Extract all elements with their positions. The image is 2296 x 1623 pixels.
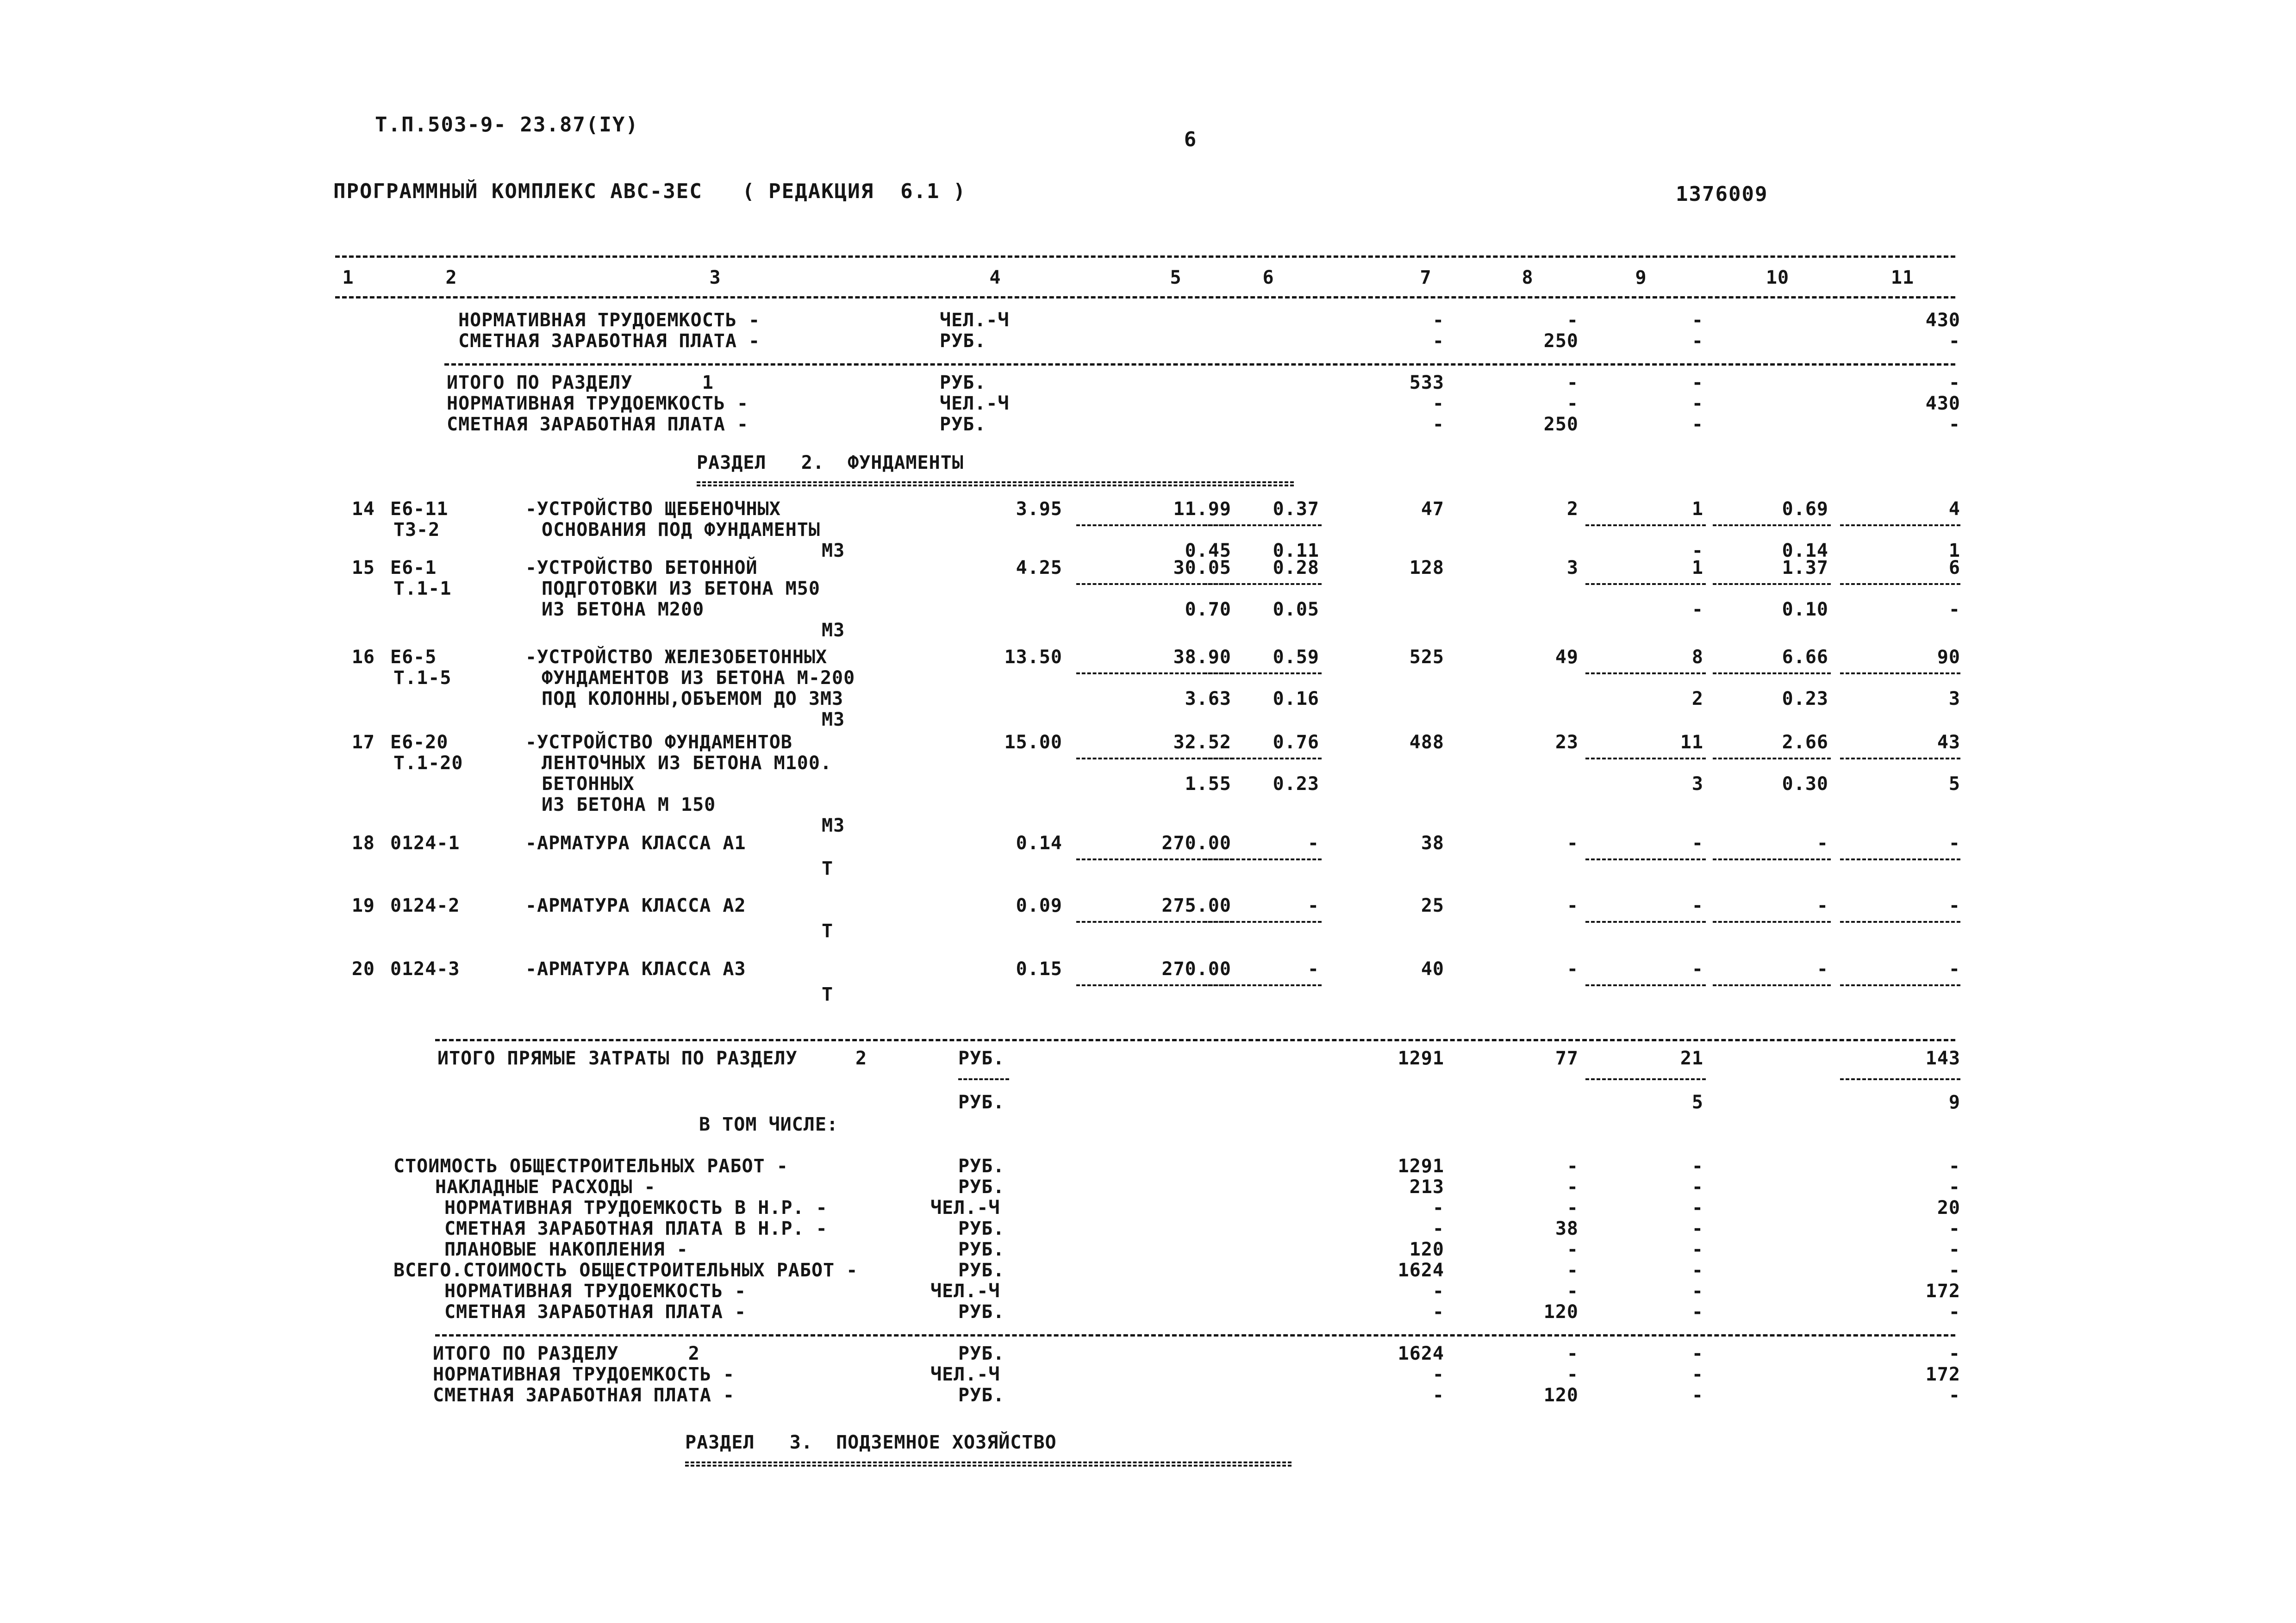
tail-row-col8: 250 bbox=[1543, 330, 1578, 352]
item-unit-wage: 0.76 bbox=[1273, 732, 1319, 753]
direct-total-unit-underline bbox=[958, 1078, 1009, 1080]
breakdown-col8: - bbox=[1566, 1281, 1578, 1302]
breakdown-label: НОРМАТИВНАЯ ТРУДОЕМКОСТЬ - bbox=[444, 1281, 747, 1302]
item-unit-wage: 0.59 bbox=[1273, 647, 1319, 668]
item-col10: 2.66 bbox=[1782, 732, 1828, 753]
section2-total-col9: - bbox=[1691, 1385, 1703, 1406]
item-c9-second-line: - bbox=[1691, 599, 1703, 620]
section2-total-col9: - bbox=[1691, 1343, 1703, 1364]
item-unit-cost: 270.00 bbox=[1161, 833, 1231, 854]
section2-total-col8: - bbox=[1566, 1364, 1578, 1385]
breakdown-col11: - bbox=[1948, 1301, 1960, 1323]
item-total-wage: - bbox=[1566, 895, 1578, 916]
section2-total-col8: - bbox=[1566, 1343, 1578, 1364]
item-col6-underline bbox=[1204, 583, 1322, 585]
tail-row-col7: - bbox=[1432, 330, 1444, 352]
item-col10: - bbox=[1816, 895, 1828, 916]
breakdown-unit: РУБ. bbox=[958, 1239, 1005, 1260]
item-name-line: -УСТРОЙСТВО ФУНДАМЕНТОВ bbox=[525, 732, 792, 753]
section1-total-rule bbox=[444, 363, 1955, 366]
item-col10-underline bbox=[1713, 583, 1831, 585]
item-col9-underline bbox=[1585, 858, 1706, 860]
item-quantity: 3.95 bbox=[1016, 498, 1062, 520]
item-total-cost: 128 bbox=[1409, 557, 1444, 578]
section2-total-col7: - bbox=[1432, 1364, 1444, 1385]
section2-total-rule bbox=[435, 1334, 1955, 1337]
breakdown-col9: - bbox=[1691, 1281, 1703, 1302]
breakdown-col11: - bbox=[1948, 1239, 1960, 1260]
direct-total-col8: 77 bbox=[1555, 1048, 1578, 1069]
breakdown-label: НОРМАТИВНАЯ ТРУДОЕМКОСТЬ В Н.Р. - bbox=[444, 1197, 828, 1219]
breakdown-col11: - bbox=[1948, 1218, 1960, 1239]
item-name-line: -УСТРОЙСТВО БЕТОННОЙ bbox=[525, 557, 758, 578]
item-name-line: -АРМАТУРА КЛАССА А1 bbox=[525, 833, 746, 854]
section2-total-unit: РУБ. bbox=[958, 1385, 1005, 1406]
item-unit: М3 bbox=[822, 540, 845, 561]
item-number: 20 bbox=[351, 958, 375, 980]
direct-total-col9-second: 5 bbox=[1691, 1092, 1703, 1113]
section2-title-underline bbox=[697, 481, 1294, 486]
item-c10-second-line: 0.23 bbox=[1782, 688, 1828, 709]
column-header-2: 2 bbox=[445, 267, 457, 288]
breakdown-col9: - bbox=[1691, 1156, 1703, 1177]
item-c10-second-line: 0.30 bbox=[1782, 773, 1828, 795]
breakdown-label: НАКЛАДНЫЕ РАСХОДЫ - bbox=[435, 1176, 656, 1198]
item-col11-underline bbox=[1840, 984, 1960, 986]
item-col11: 6 bbox=[1948, 557, 1960, 578]
item-name-line: ИЗ БЕТОНА М200 bbox=[542, 599, 705, 620]
column-header-5: 5 bbox=[1170, 267, 1182, 288]
item-col11-underline bbox=[1840, 921, 1960, 923]
item-col9: - bbox=[1691, 833, 1703, 854]
breakdown-col9: - bbox=[1691, 1301, 1703, 1323]
item-col6-underline bbox=[1204, 524, 1322, 526]
column-header-7: 7 bbox=[1420, 267, 1432, 288]
item-col10-underline bbox=[1713, 758, 1831, 759]
item-number: 18 bbox=[351, 833, 375, 854]
item-col10-underline bbox=[1713, 524, 1831, 526]
breakdown-col8: - bbox=[1566, 1197, 1578, 1219]
item-number: 16 bbox=[351, 647, 375, 668]
item-name-line: ПОДГОТОВКИ ИЗ БЕТОНА М50 bbox=[542, 578, 820, 599]
breakdown-col9: - bbox=[1691, 1260, 1703, 1281]
direct-total-unit: РУБ. bbox=[958, 1048, 1005, 1069]
breakdown-col7: - bbox=[1432, 1218, 1444, 1239]
item-c9-second-line: - bbox=[1691, 540, 1703, 561]
breakdown-unit: РУБ. bbox=[958, 1260, 1005, 1281]
item-col11-underline bbox=[1840, 758, 1960, 759]
column-header-8: 8 bbox=[1522, 267, 1534, 288]
document-id: 1376009 bbox=[1676, 182, 1768, 206]
item-quantity: 0.15 bbox=[1016, 958, 1062, 980]
item-col6-underline bbox=[1204, 921, 1322, 923]
breakdown-col11: - bbox=[1948, 1156, 1960, 1177]
item-unit-cost: 270.00 bbox=[1161, 958, 1231, 980]
item-col11: 43 bbox=[1937, 732, 1960, 753]
direct-total-col11: 143 bbox=[1925, 1048, 1960, 1069]
item-col10-underline bbox=[1713, 921, 1831, 923]
item-quantity: 0.09 bbox=[1016, 895, 1062, 916]
item-unit-cost: 32.52 bbox=[1173, 732, 1231, 753]
breakdown-col7: 1291 bbox=[1398, 1156, 1444, 1177]
item-col9-underline bbox=[1585, 758, 1706, 759]
direct-total-col9: 21 bbox=[1680, 1048, 1703, 1069]
item-code: Е6-5 bbox=[390, 647, 437, 668]
item-quantity: 13.50 bbox=[1004, 647, 1062, 668]
item-name-line: ОСНОВАНИЯ ПОД ФУНДАМЕНТЫ bbox=[542, 519, 820, 541]
item-code: 0124-3 bbox=[390, 958, 460, 980]
item-quantity: 0.14 bbox=[1016, 833, 1062, 854]
column-header-3: 3 bbox=[709, 267, 721, 288]
item-col11: - bbox=[1948, 833, 1960, 854]
breakdown-label: ПЛАНОВЫЕ НАКОПЛЕНИЯ - bbox=[444, 1239, 688, 1260]
section1-total-label: СМЕТНАЯ ЗАРАБОТНАЯ ПЛАТА - bbox=[447, 414, 749, 435]
item-col10-underline bbox=[1713, 672, 1831, 674]
item-name-line: ФУНДАМЕНТОВ ИЗ БЕТОНА М-200 bbox=[542, 667, 855, 689]
breakdown-col11: 20 bbox=[1937, 1197, 1960, 1219]
breakdown-unit: РУБ. bbox=[958, 1156, 1005, 1177]
item-col9-underline bbox=[1585, 984, 1706, 986]
item-col9: 1 bbox=[1691, 498, 1703, 520]
section2-total-col8: 120 bbox=[1543, 1385, 1578, 1406]
section3-title-underline bbox=[685, 1461, 1292, 1467]
tail-row-unit: ЧЕЛ.-Ч bbox=[940, 310, 1010, 331]
column-header-1: 1 bbox=[342, 267, 354, 288]
item-col9: - bbox=[1691, 895, 1703, 916]
section2-total-label: СМЕТНАЯ ЗАРАБОТНАЯ ПЛАТА - bbox=[433, 1385, 735, 1406]
item-total-cost: 25 bbox=[1421, 895, 1444, 916]
item-total-wage: - bbox=[1566, 833, 1578, 854]
breakdown-col8: - bbox=[1566, 1239, 1578, 1260]
section1-total-col8: - bbox=[1566, 372, 1578, 393]
tail-row-col11: - bbox=[1948, 330, 1960, 352]
tail-row-label: СМЕТНАЯ ЗАРАБОТНАЯ ПЛАТА - bbox=[458, 330, 761, 352]
item-number: 15 bbox=[351, 557, 375, 578]
item-col9: 11 bbox=[1680, 732, 1703, 753]
item-total-cost: 38 bbox=[1421, 833, 1444, 854]
breakdown-col11: - bbox=[1948, 1260, 1960, 1281]
column-header-4: 4 bbox=[989, 267, 1001, 288]
breakdown-col8: - bbox=[1566, 1156, 1578, 1177]
item-col9-underline bbox=[1585, 583, 1706, 585]
item-quantity: 4.25 bbox=[1016, 557, 1062, 578]
item-c6-second-line: 0.16 bbox=[1273, 688, 1319, 709]
section2-title: РАЗДЕЛ 2. ФУНДАМЕНТЫ bbox=[697, 452, 964, 473]
item-col10: - bbox=[1816, 833, 1828, 854]
item-c11-second-line: - bbox=[1948, 599, 1960, 620]
item-unit-wage: 0.37 bbox=[1273, 498, 1319, 520]
item-col10: 6.66 bbox=[1782, 647, 1828, 668]
tail-row-label: НОРМАТИВНАЯ ТРУДОЕМКОСТЬ - bbox=[458, 310, 761, 331]
item-unit-wage: 0.28 bbox=[1273, 557, 1319, 578]
breakdown-col8: 38 bbox=[1555, 1218, 1578, 1239]
item-total-wage: 49 bbox=[1555, 647, 1578, 668]
item-c5-second-line: 0.70 bbox=[1185, 599, 1231, 620]
section1-total-col7: 533 bbox=[1409, 372, 1444, 393]
item-col9-underline bbox=[1585, 921, 1706, 923]
item-quantity: 15.00 bbox=[1004, 732, 1062, 753]
item-col11-underline bbox=[1840, 858, 1960, 860]
item-col6-underline bbox=[1204, 672, 1322, 674]
column-header-10: 10 bbox=[1766, 267, 1790, 288]
item-number: 19 bbox=[351, 895, 375, 916]
item-unit: М3 bbox=[822, 620, 845, 641]
item-col9: 8 bbox=[1691, 647, 1703, 668]
section1-total-unit: ЧЕЛ.-Ч bbox=[940, 393, 1010, 414]
item-code-secondary: Т.1-1 bbox=[393, 578, 452, 599]
item-c9-second-line: 2 bbox=[1691, 688, 1703, 709]
item-name-line: -УСТРОЙСТВО ЖЕЛЕЗОБЕТОННЫХ bbox=[525, 647, 828, 668]
breakdown-col7: 1624 bbox=[1398, 1260, 1444, 1281]
section2-total-col11: - bbox=[1948, 1385, 1960, 1406]
section2-total-unit: РУБ. bbox=[958, 1343, 1005, 1364]
section1-total-unit: РУБ. bbox=[940, 414, 986, 435]
item-unit-cost: 30.05 bbox=[1173, 557, 1231, 578]
software-header: ПРОГРАММНЫЙ КОМПЛЕКС АВС-3ЕС ( РЕДАКЦИЯ 6.1 ) bbox=[333, 180, 967, 203]
breakdown-col9: - bbox=[1691, 1176, 1703, 1198]
item-col11-underline bbox=[1840, 583, 1960, 585]
item-unit-cost: 11.99 bbox=[1173, 498, 1231, 520]
section3-title: РАЗДЕЛ 3. ПОДЗЕМНОЕ ХОЗЯЙСТВО bbox=[685, 1432, 1057, 1453]
item-col10: 1.37 bbox=[1782, 557, 1828, 578]
direct-total-col7: 1291 bbox=[1398, 1048, 1444, 1069]
direct-total-col11-underline bbox=[1840, 1078, 1960, 1080]
item-name-line: -УСТРОЙСТВО ЩЕБЕНОЧНЫХ bbox=[525, 498, 781, 520]
section1-total-col7: - bbox=[1432, 393, 1444, 414]
column-header-11: 11 bbox=[1890, 267, 1915, 288]
section2-total-unit: ЧЕЛ.-Ч bbox=[930, 1364, 1000, 1385]
item-name-line: БЕТОННЫХ bbox=[542, 773, 635, 795]
section1-total-col8: 250 bbox=[1543, 414, 1578, 435]
tail-row-col11: 430 bbox=[1925, 310, 1960, 331]
item-unit-wage: - bbox=[1307, 958, 1319, 980]
section1-total-col9: - bbox=[1691, 372, 1703, 393]
section2-total-label: НОРМАТИВНАЯ ТРУДОЕМКОСТЬ - bbox=[433, 1364, 735, 1385]
item-name-line: ИЗ БЕТОНА М 150 bbox=[542, 794, 716, 815]
item-col9-underline bbox=[1585, 672, 1706, 674]
item-code-secondary: Т.1-20 bbox=[393, 752, 463, 774]
item-col11: 90 bbox=[1937, 647, 1960, 668]
tail-row-col7: - bbox=[1432, 310, 1444, 331]
header-bottom-rule bbox=[335, 296, 1955, 298]
section1-total-col9: - bbox=[1691, 393, 1703, 414]
item-total-wage: 2 bbox=[1566, 498, 1578, 520]
section1-total-col11: - bbox=[1948, 372, 1960, 393]
item-col11: - bbox=[1948, 895, 1960, 916]
breakdown-unit: РУБ. bbox=[958, 1301, 1005, 1323]
item-total-cost: 47 bbox=[1421, 498, 1444, 520]
tail-row-unit: РУБ. bbox=[940, 330, 986, 352]
item-total-wage: 23 bbox=[1555, 732, 1578, 753]
section1-total-col7: - bbox=[1432, 414, 1444, 435]
item-c11-second-line: 5 bbox=[1948, 773, 1960, 795]
breakdown-unit: ЧЕЛ.-Ч bbox=[930, 1281, 1000, 1302]
section1-total-label: ИТОГО ПО РАЗДЕЛУ 1 bbox=[447, 372, 714, 393]
direct-total-col9-underline bbox=[1585, 1078, 1706, 1080]
item-col10-underline bbox=[1713, 858, 1831, 860]
document-code: Т.П.503-9- 23.87(IY) bbox=[375, 113, 639, 137]
page-number: 6 bbox=[1184, 128, 1198, 151]
item-code: Е6-20 bbox=[390, 732, 449, 753]
item-col6-underline bbox=[1204, 984, 1322, 986]
section2-total-col11: - bbox=[1948, 1343, 1960, 1364]
item-col9-underline bbox=[1585, 524, 1706, 526]
item-col9: 1 bbox=[1691, 557, 1703, 578]
item-name-line: -АРМАТУРА КЛАССА А3 bbox=[525, 958, 746, 980]
breakdown-label: СМЕТНАЯ ЗАРАБОТНАЯ ПЛАТА - bbox=[444, 1301, 747, 1323]
item-c10-second-line: 0.10 bbox=[1782, 599, 1828, 620]
item-code: 0124-2 bbox=[390, 895, 460, 916]
breakdown-label: СТОИМОСТЬ ОБЩЕСТРОИТЕЛЬНЫХ РАБОТ - bbox=[393, 1156, 788, 1177]
breakdown-col11: 172 bbox=[1925, 1281, 1960, 1302]
item-c6-second-line: 0.23 bbox=[1273, 773, 1319, 795]
item-code-secondary: Т3-2 bbox=[393, 519, 440, 541]
item-c11-second-line: 3 bbox=[1948, 688, 1960, 709]
item-c5-second-line: 3.63 bbox=[1185, 688, 1231, 709]
breakdown-label: ВСЕГО.СТОИМОСТЬ ОБЩЕСТРОИТЕЛЬНЫХ РАБОТ - bbox=[393, 1260, 858, 1281]
breakdown-col7: 213 bbox=[1409, 1176, 1444, 1198]
section1-total-col11: 430 bbox=[1925, 393, 1960, 414]
item-total-cost: 40 bbox=[1421, 958, 1444, 980]
breakdown-unit: РУБ. bbox=[958, 1176, 1005, 1198]
item-col10: 0.69 bbox=[1782, 498, 1828, 520]
column-header-6: 6 bbox=[1262, 267, 1274, 288]
item-unit-wage: - bbox=[1307, 833, 1319, 854]
item-col11-underline bbox=[1840, 524, 1960, 526]
item-code: Е6-11 bbox=[390, 498, 449, 520]
breakdown-col7: 120 bbox=[1409, 1239, 1444, 1260]
breakdown-col7: - bbox=[1432, 1281, 1444, 1302]
item-col9: - bbox=[1691, 958, 1703, 980]
item-total-cost: 488 bbox=[1409, 732, 1444, 753]
table-top-rule bbox=[335, 255, 1955, 258]
item-unit-wage: - bbox=[1307, 895, 1319, 916]
item-c10-second-line: 0.14 bbox=[1782, 540, 1828, 561]
section1-total-label: НОРМАТИВНАЯ ТРУДОЕМКОСТЬ - bbox=[447, 393, 749, 414]
item-name-line: -АРМАТУРА КЛАССА А2 bbox=[525, 895, 746, 916]
item-total-wage: 3 bbox=[1566, 557, 1578, 578]
item-code: Е6-1 bbox=[390, 557, 437, 578]
item-c6-second-line: 0.05 bbox=[1273, 599, 1319, 620]
direct-total-unit-second: РУБ. bbox=[958, 1092, 1005, 1113]
breakdown-col8: - bbox=[1566, 1260, 1578, 1281]
item-unit-cost: 275.00 bbox=[1161, 895, 1231, 916]
direct-total-label: ИТОГО ПРЯМЫЕ ЗАТРАТЫ ПО РАЗДЕЛУ 2 bbox=[437, 1048, 867, 1069]
item-total-cost: 525 bbox=[1409, 647, 1444, 668]
item-col11-underline bbox=[1840, 672, 1960, 674]
item-total-wage: - bbox=[1566, 958, 1578, 980]
section1-total-col8: - bbox=[1566, 393, 1578, 414]
item-code: 0124-1 bbox=[390, 833, 460, 854]
item-code-secondary: Т.1-5 bbox=[393, 667, 452, 689]
section1-total-unit: РУБ. bbox=[940, 372, 986, 393]
breakdown-col8: 120 bbox=[1543, 1301, 1578, 1323]
column-header-9: 9 bbox=[1635, 267, 1647, 288]
item-col10: - bbox=[1816, 958, 1828, 980]
breakdown-col11: - bbox=[1948, 1176, 1960, 1198]
breakdown-col7: - bbox=[1432, 1197, 1444, 1219]
direct-total-rule bbox=[435, 1039, 1955, 1041]
item-unit: Т bbox=[822, 920, 834, 942]
breakdown-unit: ЧЕЛ.-Ч bbox=[930, 1197, 1000, 1219]
section2-total-col9: - bbox=[1691, 1364, 1703, 1385]
item-c11-second-line: 1 bbox=[1948, 540, 1960, 561]
section2-total-label: ИТОГО ПО РАЗДЕЛУ 2 bbox=[433, 1343, 700, 1364]
item-number: 14 bbox=[351, 498, 375, 520]
item-col11: - bbox=[1948, 958, 1960, 980]
tail-row-col9: - bbox=[1691, 310, 1703, 331]
item-name-line: ПОД КОЛОННЫ,ОБЪЕМОМ ДО 3М3 bbox=[542, 688, 844, 709]
direct-total-col11-second: 9 bbox=[1948, 1092, 1960, 1113]
breakdown-col7: - bbox=[1432, 1301, 1444, 1323]
breakdown-col8: - bbox=[1566, 1176, 1578, 1198]
section2-total-col7: - bbox=[1432, 1385, 1444, 1406]
item-name-line: ЛЕНТОЧНЫХ ИЗ БЕТОНА М100. bbox=[542, 752, 832, 774]
item-unit-cost: 38.90 bbox=[1173, 647, 1231, 668]
item-unit: Т bbox=[822, 858, 834, 879]
item-number: 17 bbox=[351, 732, 375, 753]
item-col11: 4 bbox=[1948, 498, 1960, 520]
breakdown-col9: - bbox=[1691, 1197, 1703, 1219]
section1-total-col11: - bbox=[1948, 414, 1960, 435]
section2-total-col11: 172 bbox=[1925, 1364, 1960, 1385]
breakdown-unit: РУБ. bbox=[958, 1218, 1005, 1239]
breakdown-col9: - bbox=[1691, 1218, 1703, 1239]
breakdown-col9: - bbox=[1691, 1239, 1703, 1260]
item-c5-second-line: 1.55 bbox=[1185, 773, 1231, 795]
item-col6-underline bbox=[1204, 758, 1322, 759]
item-col10-underline bbox=[1713, 984, 1831, 986]
item-c5-second-line: 0.45 bbox=[1185, 540, 1231, 561]
tail-row-col8: - bbox=[1566, 310, 1578, 331]
tail-row-col9: - bbox=[1691, 330, 1703, 352]
breakdown-label: СМЕТНАЯ ЗАРАБОТНАЯ ПЛАТА В Н.Р. - bbox=[444, 1218, 828, 1239]
item-col6-underline bbox=[1204, 858, 1322, 860]
item-unit: М3 bbox=[822, 815, 845, 836]
item-c9-second-line: 3 bbox=[1691, 773, 1703, 795]
item-unit: М3 bbox=[822, 709, 845, 730]
item-c6-second-line: 0.11 bbox=[1273, 540, 1319, 561]
in-that-heading: В ТОМ ЧИСЛЕ: bbox=[699, 1114, 838, 1135]
section2-total-col7: 1624 bbox=[1398, 1343, 1444, 1364]
section1-total-col9: - bbox=[1691, 414, 1703, 435]
item-unit: Т bbox=[822, 984, 834, 1005]
